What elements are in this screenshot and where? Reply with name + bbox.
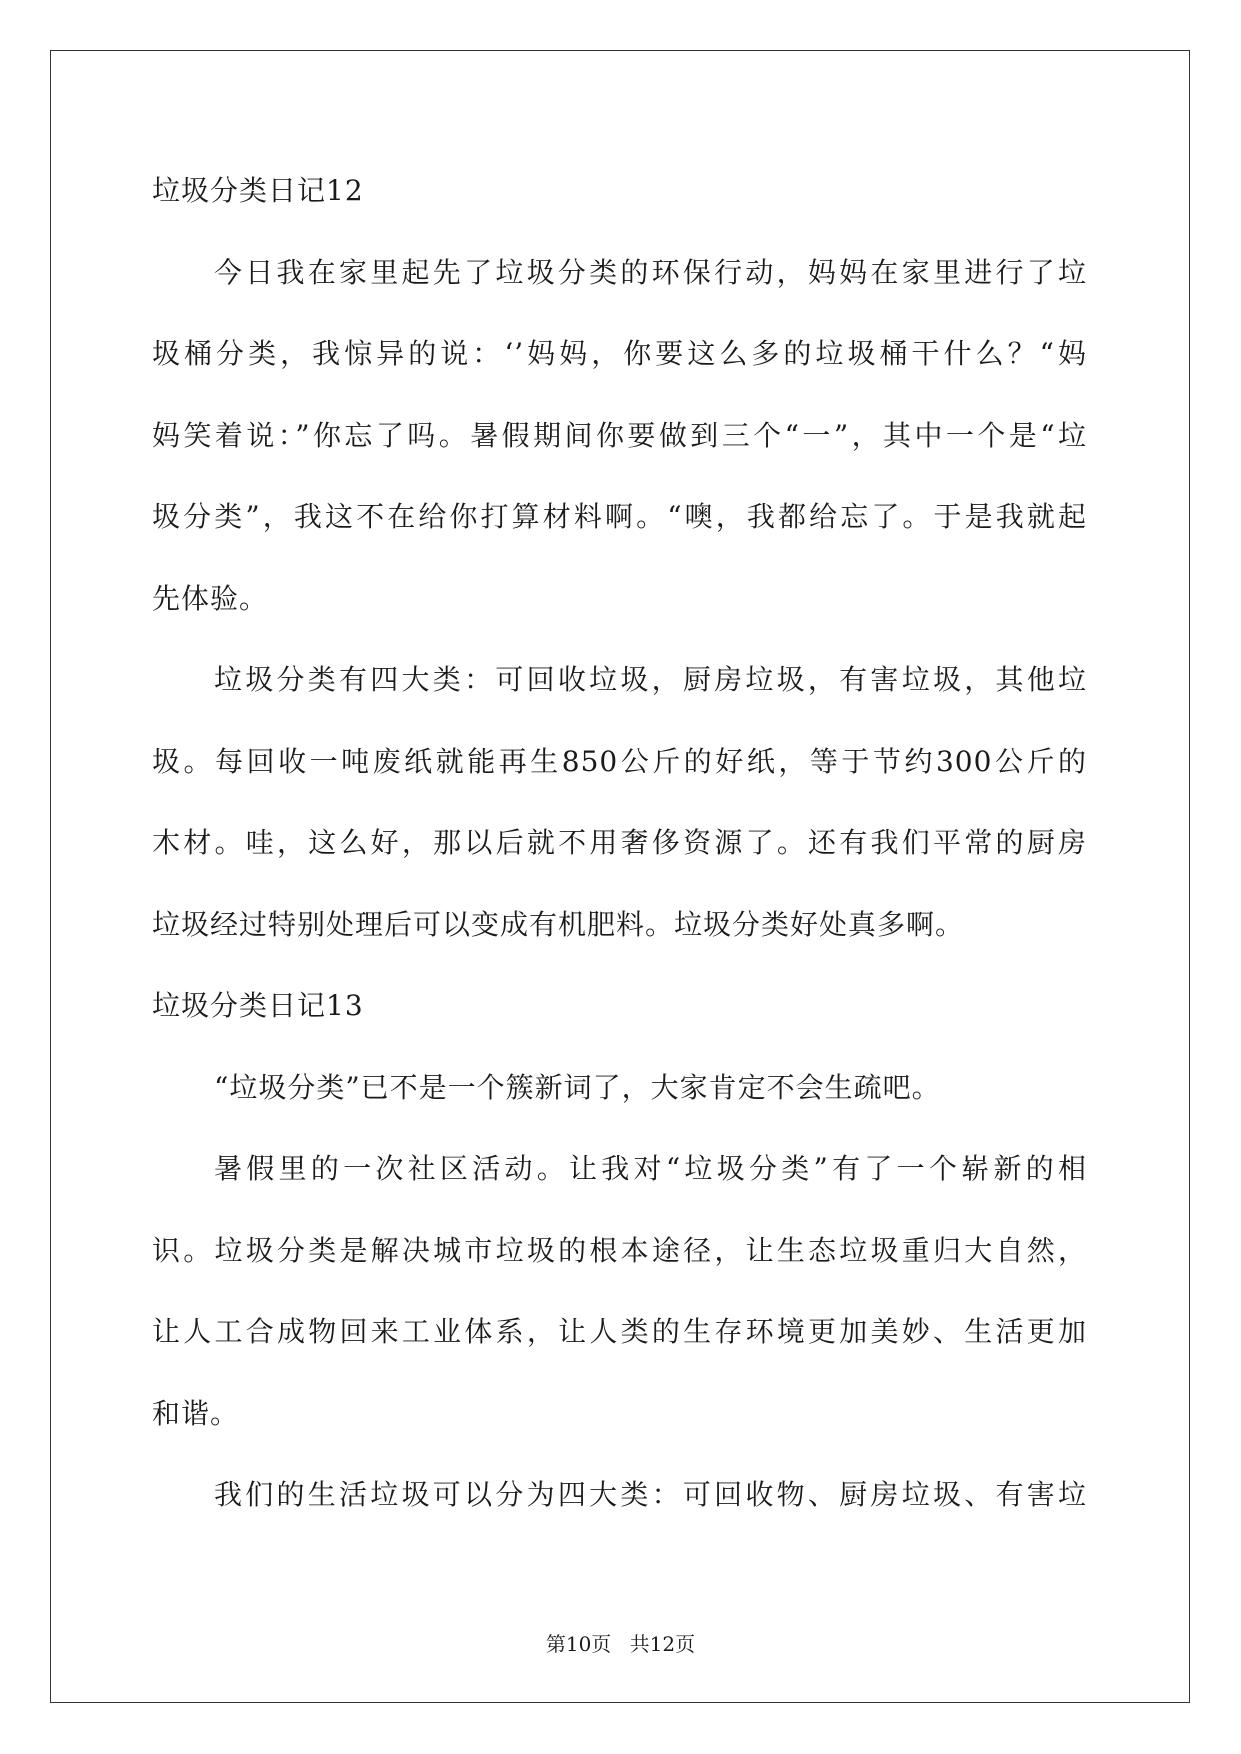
paragraph-line: 圾。每回收一吨废纸就能再生850公斤的好纸，等于节约300公斤的 — [152, 744, 1087, 778]
paragraph-line: 木材。哇，这么好，那以后就不用奢侈资源了。还有我们平常的厨房 — [152, 826, 1087, 859]
paragraph-line: 垃圾分类有四大类：可回收垃圾，厨房垃圾，有害垃圾，其他垃 — [214, 663, 1087, 696]
paragraph-line: 圾桶分类，我惊异的说：‘’妈妈，你要这么多的垃圾桶干什么？“妈 — [152, 337, 1087, 370]
page-footer — [0, 1628, 1241, 1657]
paragraph-line: 先体验。 — [152, 581, 269, 615]
paragraph-line: “垃圾分类”已不是一个簇新词了，大家肯定不会生疏吧。 — [214, 1070, 941, 1104]
paragraph-line: 垃圾经过特别处理后可以变成有机肥料。垃圾分类好处真多啊。 — [152, 907, 965, 941]
paragraph-line: 圾分类”，我这不在给你打算材料啊。“噢，我都给忘了。于是我就起 — [152, 500, 1087, 533]
page-number: 第10页 — [545, 1632, 612, 1656]
diary-heading-13: 垃圾分类日记13 — [152, 989, 364, 1022]
diary-heading-12: 垃圾分类日记12 — [152, 174, 364, 207]
paragraph-line: 识。垃圾分类是解决城市垃圾的根本途径，让生态垃圾重归大自然， — [152, 1233, 1087, 1267]
paragraph-line: 让人工合成物回来工业体系，让人类的生存环境更加美妙、生活更加 — [152, 1315, 1087, 1348]
paragraph-line: 暑假里的一次社区活动。让我对“垃圾分类”有了一个崭新的相 — [214, 1152, 1087, 1185]
paragraph-line: 今日我在家里起先了垃圾分类的环保行动，妈妈在家里进行了垃 — [214, 255, 1087, 289]
document-body — [152, 162, 1087, 1548]
paragraph-line: 和谐。 — [152, 1396, 240, 1430]
paragraph-line: 妈笑着说：”你忘了吗。暑假期间你要做到三个“一”，其中一个是“垃 — [152, 418, 1087, 452]
page-total: 共12页 — [629, 1632, 696, 1656]
paragraph-line: 我们的生活垃圾可以分为四大类：可回收物、厨房垃圾、有害垃 — [214, 1478, 1087, 1511]
